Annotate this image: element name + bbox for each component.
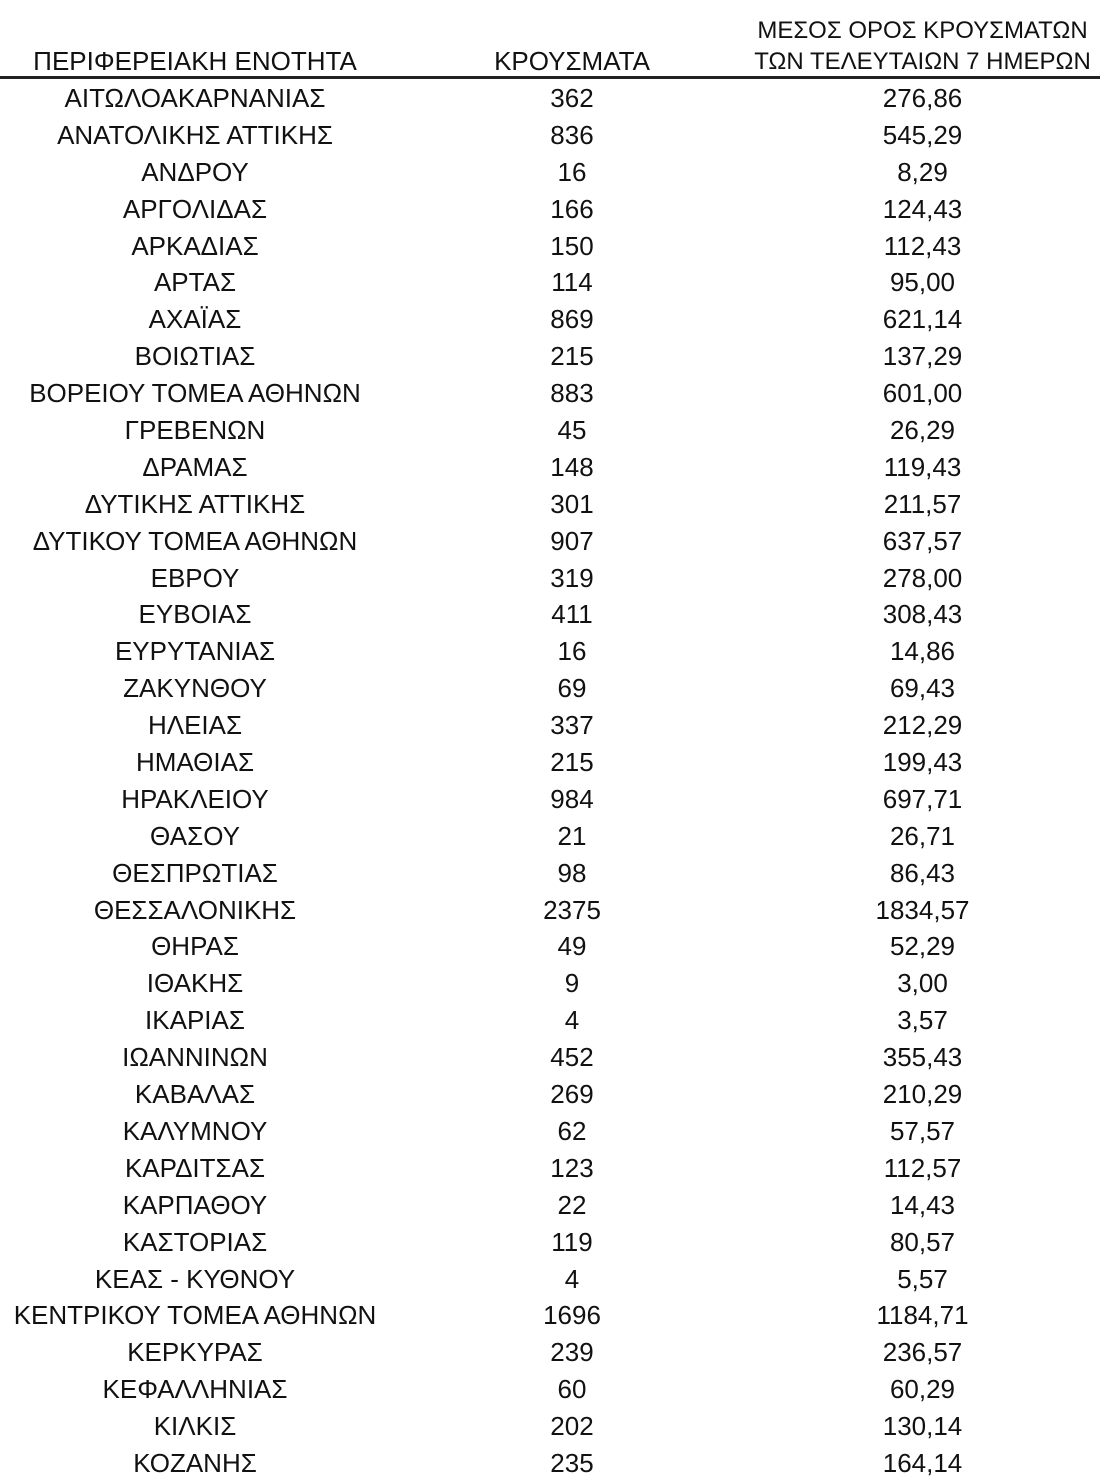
cell-cases: 114 <box>551 267 593 298</box>
cell-average: 278,00 <box>882 562 963 593</box>
cell-region: ΚΕΝΤΡΙΚΟΥ ΤΟΜΕΑ ΑΘΗΝΩΝ <box>13 1300 377 1331</box>
cell-region: ΘΕΣΣΑΛΟΝΙΚΗΣ <box>93 894 297 925</box>
cell-region: ΓΡΕΒΕΝΩΝ <box>124 415 266 446</box>
cell-average: 86,43 <box>889 857 956 888</box>
table-row <box>0 707 1100 744</box>
cell-cases: 269 <box>550 1079 594 1110</box>
cell-cases: 150 <box>550 230 594 261</box>
cell-region: ΔΡΑΜΑΣ <box>142 451 248 482</box>
cell-average: 601,00 <box>882 378 963 409</box>
cell-region: ΚΟΖΑΝΗΣ <box>133 1447 257 1478</box>
header-average-line2: ΤΩΝ ΤΕΛΕΥΤΑΙΩΝ 7 ΗΜΕΡΩΝ <box>754 48 1091 75</box>
cell-cases: 16 <box>557 636 587 667</box>
cell-region: ΚΑΒΑΛΑΣ <box>134 1079 256 1110</box>
table-row <box>0 412 1100 449</box>
cell-cases: 62 <box>557 1115 587 1146</box>
table-row <box>0 670 1100 707</box>
cell-region: ΙΩΑΝΝΙΝΩΝ <box>122 1042 268 1073</box>
cell-average: 80,57 <box>889 1226 956 1257</box>
cell-cases: 239 <box>550 1337 594 1368</box>
cell-region: ΑΙΤΩΛΟΑΚΑΡΝΑΝΙΑΣ <box>64 83 326 113</box>
table-row <box>0 1334 1100 1371</box>
table-row <box>0 264 1100 301</box>
cell-average: 3,57 <box>897 1005 948 1036</box>
cell-region: ΔΥΤΙΚΗΣ ΑΤΤΙΚΗΣ <box>84 488 306 519</box>
cell-cases: 148 <box>550 451 594 482</box>
cell-cases: 319 <box>550 562 594 593</box>
cell-cases: 9 <box>564 968 580 999</box>
header-cases: ΚΡΟΥΣΜΑΤΑ <box>494 46 650 76</box>
cell-cases: 362 <box>550 83 594 113</box>
cell-region: ΚΕΡΚΥΡΑΣ <box>127 1337 263 1368</box>
table-row <box>0 1150 1100 1187</box>
table-row <box>0 1113 1100 1150</box>
table-row <box>0 191 1100 228</box>
cell-region: ΑΡΚΑΔΙΑΣ <box>131 230 259 261</box>
cell-region: ΑΝΔΡΟΥ <box>141 156 249 187</box>
cell-cases: 21 <box>557 820 587 851</box>
cell-cases: 836 <box>550 119 594 150</box>
table-header <box>0 0 1100 78</box>
cell-average: 112,57 <box>883 1152 962 1183</box>
table-row <box>0 228 1100 265</box>
cell-cases: 119 <box>551 1226 593 1257</box>
cell-cases: 98 <box>557 857 587 888</box>
table-row <box>0 928 1100 965</box>
cell-average: 212,29 <box>882 710 963 741</box>
cell-average: 8,29 <box>897 156 948 187</box>
cell-average: 119,43 <box>883 451 962 482</box>
cell-region: ΖΑΚΥΝΘΟΥ <box>123 673 267 704</box>
cell-average: 211,57 <box>883 488 962 519</box>
table-row <box>0 1445 1100 1482</box>
cell-average: 545,29 <box>882 119 963 150</box>
cell-average: 57,57 <box>889 1115 956 1146</box>
cell-cases: 235 <box>550 1447 594 1478</box>
cell-region: ΚΕΑΣ - ΚΥΘΝΟΥ <box>94 1263 296 1294</box>
cell-average: 60,29 <box>889 1374 956 1405</box>
cell-average: 5,57 <box>897 1263 948 1294</box>
cell-region: ΒΟΙΩΤΙΑΣ <box>134 341 256 372</box>
cell-region: ΑΡΤΑΣ <box>153 267 237 298</box>
cell-average: 26,29 <box>889 415 956 446</box>
cell-region: ΒΟΡΕΙΟΥ ΤΟΜΕΑ ΑΘΗΝΩΝ <box>29 378 361 409</box>
table-row <box>0 1408 1100 1445</box>
cell-region: ΕΒΡΟΥ <box>150 562 240 593</box>
cell-cases: 22 <box>557 1189 587 1220</box>
table-row <box>0 338 1100 375</box>
cell-average: 210,29 <box>882 1079 963 1110</box>
table-row <box>0 301 1100 338</box>
cell-cases: 202 <box>550 1411 594 1442</box>
cell-region: ΙΘΑΚΗΣ <box>146 968 244 999</box>
cell-cases: 16 <box>557 156 587 187</box>
cell-region: ΚΙΛΚΙΣ <box>153 1411 237 1442</box>
table-row <box>0 449 1100 486</box>
cell-region: ΘΑΣΟΥ <box>150 820 240 851</box>
table-row <box>0 596 1100 633</box>
cell-region: ΑΧΑΪΑΣ <box>148 304 242 335</box>
table-row <box>0 486 1100 523</box>
table-row <box>0 1224 1100 1261</box>
cell-average: 3,00 <box>897 968 948 999</box>
table-row <box>0 80 1100 117</box>
cell-region: ΙΚΑΡΙΑΣ <box>145 1005 245 1036</box>
table-row <box>0 560 1100 597</box>
cell-average: 130,14 <box>882 1411 963 1442</box>
cell-region: ΚΑΛΥΜΝΟΥ <box>122 1115 268 1146</box>
cell-average: 124,43 <box>882 193 963 224</box>
table-row <box>0 1002 1100 1039</box>
header-average-line1: ΜΕΣΟΣ ΟΡΟΣ ΚΡΟΥΣΜΑΤΩΝ <box>757 17 1088 44</box>
cell-cases: 4 <box>564 1263 580 1294</box>
table-row <box>0 523 1100 560</box>
table-row <box>0 1297 1100 1334</box>
cell-region: ΑΡΓΟΛΙΔΑΣ <box>122 193 268 224</box>
cell-cases: 4 <box>564 1005 580 1036</box>
cell-average: 1184,71 <box>876 1300 969 1331</box>
cell-average: 52,29 <box>889 931 956 962</box>
cell-cases: 1696 <box>543 1300 601 1331</box>
cell-average: 164,14 <box>882 1447 963 1478</box>
cell-cases: 883 <box>550 378 594 409</box>
cell-average: 69,43 <box>889 673 956 704</box>
cell-average: 236,57 <box>882 1337 963 1368</box>
cell-region: ΕΥΒΟΙΑΣ <box>138 599 252 630</box>
table-row <box>0 855 1100 892</box>
cell-cases: 411 <box>551 599 593 630</box>
cell-region: ΘΗΡΑΣ <box>151 931 239 962</box>
cell-average: 637,57 <box>882 525 963 556</box>
table-row <box>0 965 1100 1002</box>
table-row <box>0 818 1100 855</box>
cell-cases: 452 <box>550 1042 594 1073</box>
cell-cases: 123 <box>550 1152 594 1183</box>
cell-cases: 49 <box>557 931 587 962</box>
cell-region: ΗΜΑΘΙΑΣ <box>135 747 255 778</box>
table-row <box>0 892 1100 929</box>
cell-cases: 69 <box>557 673 587 704</box>
cell-region: ΔΥΤΙΚΟΥ ΤΟΜΕΑ ΑΘΗΝΩΝ <box>32 525 358 556</box>
cell-cases: 215 <box>550 341 594 372</box>
cell-average: 199,43 <box>882 747 963 778</box>
cell-average: 95,00 <box>889 267 956 298</box>
table-row <box>0 117 1100 154</box>
table-row <box>0 1261 1100 1298</box>
cell-average: 112,43 <box>883 230 962 261</box>
cell-region: ΚΑΡΔΙΤΣΑΣ <box>124 1152 266 1183</box>
table-row <box>0 1187 1100 1224</box>
cell-average: 14,43 <box>889 1189 956 1220</box>
cell-cases: 166 <box>550 193 594 224</box>
cell-cases: 60 <box>557 1374 587 1405</box>
cell-cases: 907 <box>550 525 594 556</box>
cell-region: ΗΛΕΙΑΣ <box>147 710 243 741</box>
cell-average: 355,43 <box>882 1042 963 1073</box>
table-row <box>0 1039 1100 1076</box>
table-row <box>0 1076 1100 1113</box>
header-divider <box>0 76 1100 79</box>
cell-average: 697,71 <box>882 783 963 814</box>
cell-cases: 215 <box>550 747 594 778</box>
cell-region: ΚΕΦΑΛΛΗΝΙΑΣ <box>102 1374 288 1405</box>
cell-average: 14,86 <box>889 636 956 667</box>
table-row <box>0 633 1100 670</box>
cell-average: 308,43 <box>882 599 963 630</box>
cell-cases: 301 <box>550 488 594 519</box>
table-row <box>0 154 1100 191</box>
cell-region: ΚΑΣΤΟΡΙΑΣ <box>122 1226 268 1257</box>
table-row <box>0 375 1100 412</box>
cell-cases: 337 <box>550 710 594 741</box>
cell-average: 1834,57 <box>875 894 970 925</box>
cell-cases: 869 <box>550 304 594 335</box>
header-region: ΠΕΡΙΦΕΡΕΙΑΚΗ ΕΝΟΤΗΤΑ <box>33 46 357 76</box>
cell-region: ΑΝΑΤΟΛΙΚΗΣ ΑΤΤΙΚΗΣ <box>57 119 333 150</box>
table-row <box>0 781 1100 818</box>
cell-cases: 984 <box>550 783 594 814</box>
cell-region: ΗΡΑΚΛΕΙΟΥ <box>121 783 269 814</box>
table-body <box>0 80 1100 1482</box>
cell-cases: 45 <box>557 415 587 446</box>
header-average <box>745 15 1100 77</box>
cell-average: 26,71 <box>889 820 956 851</box>
cell-cases: 2375 <box>543 894 601 925</box>
cell-region: ΘΕΣΠΡΩΤΙΑΣ <box>112 857 278 888</box>
table-row <box>0 1371 1100 1408</box>
cell-region: ΚΑΡΠΑΘΟΥ <box>122 1189 268 1220</box>
cell-region: ΕΥΡΥΤΑΝΙΑΣ <box>114 636 276 667</box>
table-row <box>0 744 1100 781</box>
cell-average: 621,14 <box>882 304 963 335</box>
cell-average: 137,29 <box>882 341 963 372</box>
cell-average: 276,86 <box>882 83 963 113</box>
